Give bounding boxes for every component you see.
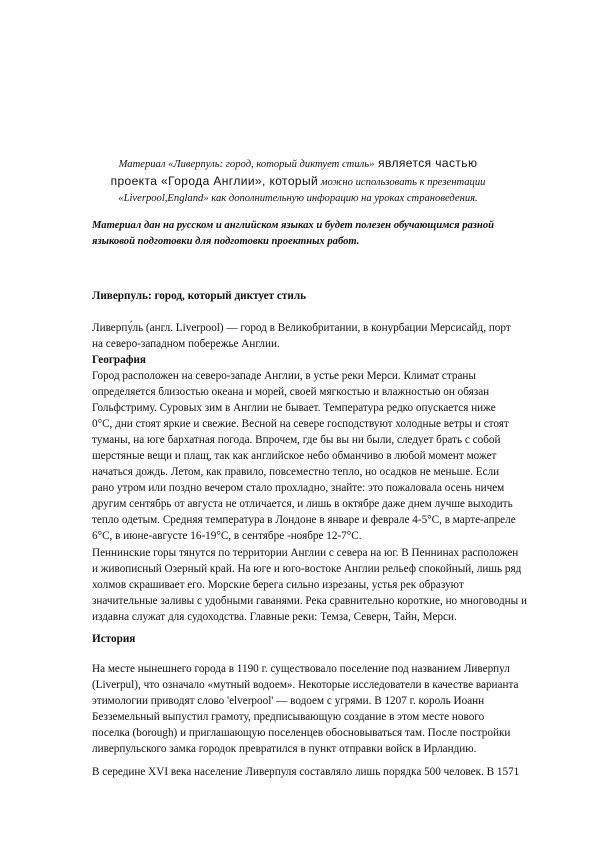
intro-sans-2: проекта «Города Англии», который	[110, 174, 319, 188]
lead-paragraph	[92, 320, 542, 368]
text-line: тепло одетым. Средняя температура в Лондоне в январе и феврале 4-5°C, в марте-апреле	[92, 514, 516, 526]
history-heading: История	[92, 633, 136, 645]
text-line: начаться дождь. Летом, как правило, повсеместно тепло, но осадков не меньше. Если	[92, 466, 500, 478]
text-line: поселка (borough) и приглашающую поселенцев обосновываться там. После постройки	[92, 727, 511, 739]
text-line: (Liverpul), что означало «мутный водоем». Некоторые исследователи в качестве варианта	[92, 679, 519, 691]
intro-sans-1: является частью	[374, 156, 478, 170]
text-line: этимологии приводят слово 'elverpool' — водоем с угрями. В 1207 г. король Иоанн	[92, 695, 485, 707]
text-line: ливерпульского замка городок превратился в пункт отправки войск в Ирландию.	[92, 743, 477, 755]
text-line: холмов скрашивает его. Морские берега сильно изрезаны, устья рек образуют	[92, 579, 464, 591]
text-line: Гольфстриму. Суровых зим в Англии не бывает. Температура редко опускается ниже	[92, 402, 496, 414]
text-line: другим сентябрь от августа не отличается, и лишь в октябре даже днем лучше выходить	[92, 498, 513, 510]
text-line: туманы, на юге бархатная погода. Впрочем, где бы вы ни были, следует брать с собой	[92, 434, 501, 446]
text-line: издавна служат для судоходства. Главные реки: Темза, Северн, Тайн, Мерси.	[92, 611, 457, 623]
geography-heading: География	[92, 354, 146, 366]
audience-line: языковой подготовки для подготовки проектных работ.	[92, 236, 360, 247]
text-line: на северо-западном побережье Англии.	[92, 338, 280, 350]
text-line: 0°C, дни стоят яркие и свежие. Весной на севере господствуют холодные ветры и стоят	[92, 418, 509, 430]
text-line: Безземельный выпустил грамоту, предписывающую создание в этом месте нового	[92, 711, 485, 723]
text-line: и живописный Озерный край. На юге и юго-востоке Англии рельеф спокойный, лишь ряд	[92, 563, 522, 575]
text-line: значительные заливы с удобными гаванями. Река сравнительно короткие, но многоводны и	[92, 595, 527, 607]
text-line: шерстяные вещи и плащ, так как английское небо обманчиво в любой момент может	[92, 450, 497, 462]
history-paragraph-2	[92, 764, 542, 780]
text-line: определяется близостью океана и морей, своей мягкостью и влажностью он обязан	[92, 386, 490, 398]
intro-italic-2: можно использовать к презентации	[318, 177, 486, 188]
text-line: Пеннинские горы тянутся по территории Англии с севера на юг. В Пеннинах расположен	[92, 547, 519, 559]
text-line: На месте нынешнего города в 1190 г. существовало поселение под названием Ливерпул	[92, 663, 510, 675]
text-line: рано утром или поздно вечером стало прохладно, знайте: это пожаловала осень ничем	[92, 482, 505, 494]
text-line: Ливерпу́ль (англ. Liverpool) — город в Великобритании, в конурбации Мерсисайд, порт	[92, 322, 511, 334]
article-title: Ливерпуль: город, который диктует стиль	[92, 290, 307, 302]
intro-italic-1: Материал «Ливерпуль: город, который диктует стиль»	[118, 159, 375, 170]
audience-note	[92, 218, 522, 250]
intro-italic-3: «Liverpool,England» как дополнительную инфорацию на уроках страноведения.	[118, 193, 478, 204]
audience-line: Материал дан на русском и английском языках и будет полезен обучающимся разной	[92, 220, 495, 231]
text-line: Город расположен на северо-западе Англии, в устье реки Мерси. Климат страны	[92, 370, 476, 382]
history-paragraph-1	[92, 661, 542, 757]
text-line: В середине XVI века население Ливерпуля составляло лишь порядка 500 человек. В 1571	[92, 766, 520, 778]
project-intro	[92, 155, 504, 207]
geography-paragraph-1	[92, 368, 542, 544]
text-line: 6°C, в июне-августе 16-19°C, в сентябре -ноябре 12-7°C.	[92, 530, 362, 542]
geography-paragraph-2	[92, 545, 542, 625]
